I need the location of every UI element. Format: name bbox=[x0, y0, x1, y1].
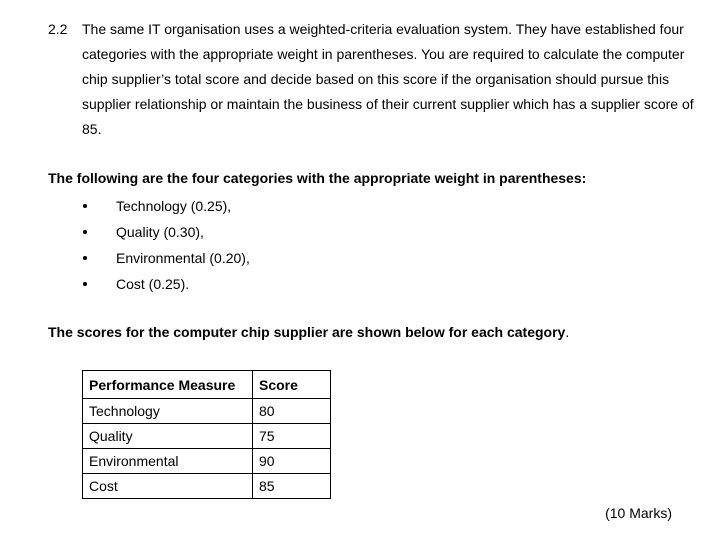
table-header-row bbox=[83, 371, 331, 399]
bullet-icon bbox=[83, 230, 87, 234]
cell-score: 80 bbox=[253, 399, 331, 424]
question-block bbox=[48, 17, 708, 142]
scores-heading-text: The scores for the computer chip supplier are shown below for each category bbox=[48, 324, 566, 340]
question-text: The same IT organisation uses a weighted-criteria evaluation system. They have established four categories with the appropriate weight in parentheses. You are required to calculate the computer chip supplier’s total score and decide based on this score if the organisation should pursue this supplier relationship or maintain the business of their current supplier which has a supplier score of 85. bbox=[82, 21, 694, 137]
marks-label: (10 Marks) bbox=[605, 505, 672, 521]
category-label: Quality (0.30), bbox=[116, 224, 204, 240]
table-row bbox=[83, 424, 331, 449]
table-row bbox=[83, 399, 331, 424]
cell-measure: Technology bbox=[83, 399, 253, 424]
cell-measure: Environmental bbox=[83, 449, 253, 474]
header-score: Score bbox=[253, 371, 331, 399]
table-row bbox=[83, 474, 331, 499]
cell-measure: Quality bbox=[83, 424, 253, 449]
category-label: Environmental (0.20), bbox=[116, 250, 250, 266]
bullet-icon bbox=[83, 204, 87, 208]
question-number: 2.2 bbox=[48, 21, 68, 37]
scores-heading-punct: . bbox=[565, 324, 570, 340]
categories-list bbox=[83, 193, 250, 297]
categories-heading: The following are the four categories with the appropriate weight in parentheses: bbox=[48, 170, 587, 186]
cell-score: 85 bbox=[253, 474, 331, 499]
table-row bbox=[83, 449, 331, 474]
list-item bbox=[83, 219, 250, 245]
cell-measure: Cost bbox=[83, 474, 253, 499]
bullet-icon bbox=[83, 282, 87, 286]
category-label: Technology (0.25), bbox=[116, 198, 232, 214]
category-label: Cost (0.25). bbox=[116, 276, 190, 292]
bullet-icon bbox=[83, 256, 87, 260]
cell-score: 75 bbox=[253, 424, 331, 449]
header-performance-measure: Performance Measure bbox=[83, 371, 253, 399]
list-item bbox=[83, 271, 250, 297]
score-table bbox=[82, 370, 331, 499]
list-item bbox=[83, 193, 250, 219]
cell-score: 90 bbox=[253, 449, 331, 474]
list-item bbox=[83, 245, 250, 271]
scores-heading bbox=[48, 322, 569, 342]
